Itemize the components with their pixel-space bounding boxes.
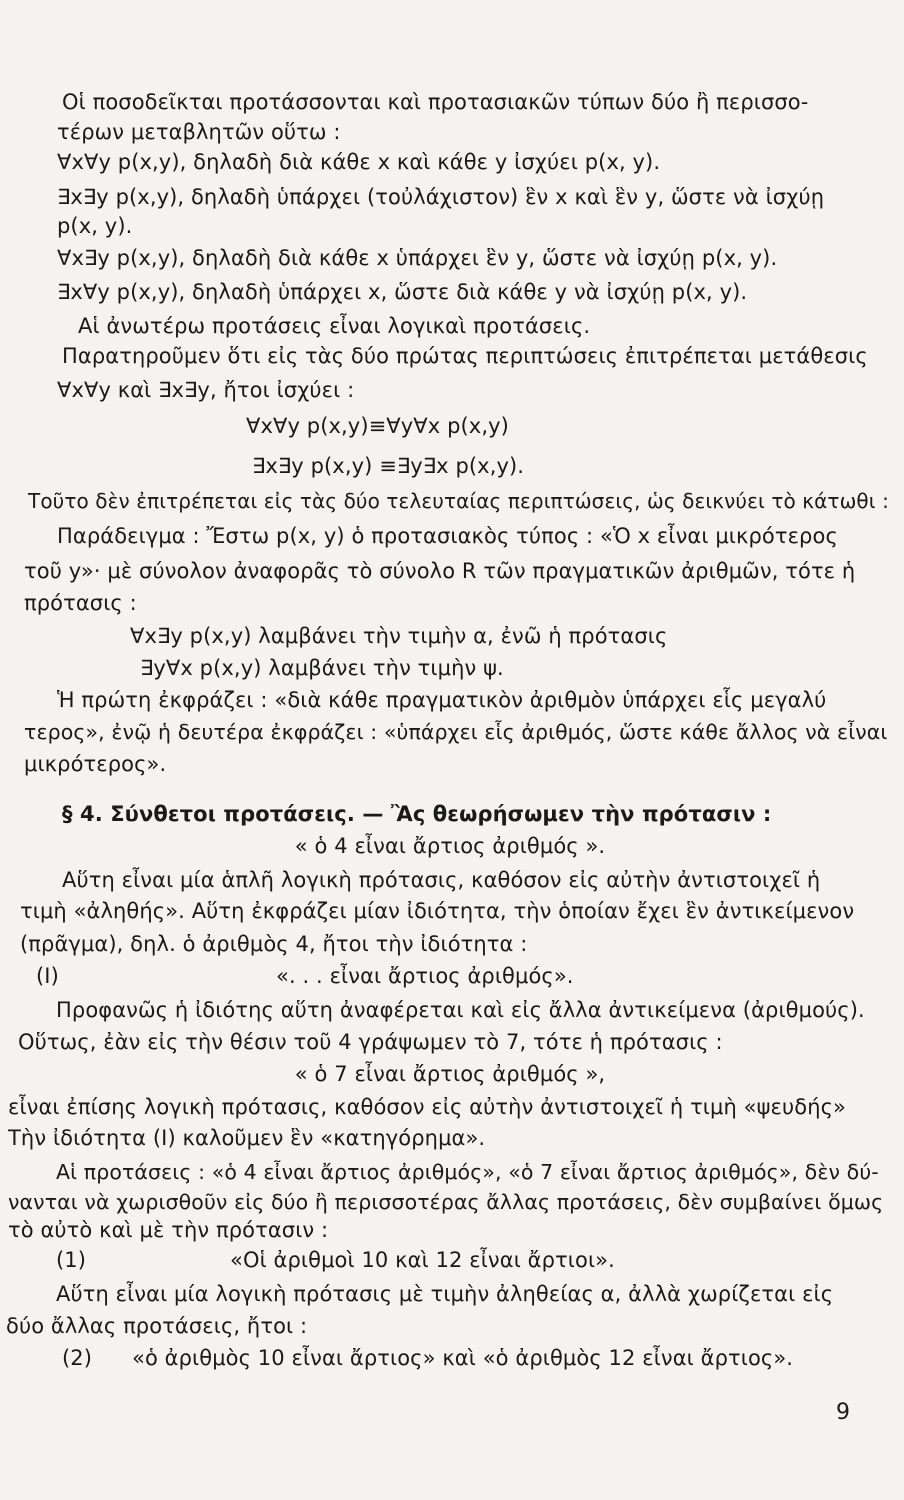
text-line: (πρᾶγμα), δηλ. ὁ ἀριθμὸς 4, ἤτοι τὴν ἰδιότητα :	[20, 932, 528, 956]
example-line: Παράδειγμα : Ἔστω p(x, y) ὁ προτασιακὸς τύπος : «Ὁ x εἶναι μικρότερος	[57, 524, 838, 548]
text-line: Αὕτη εἶναι μία ἁπλῆ λογικὴ πρότασις, καθόσον εἰς αὐτὴν ἀντιστοιχεῖ ἡ	[62, 868, 821, 892]
text-line: τερος», ἐνῷ ἡ δευτέρα ἐκφράζει : «ὑπάρχει εἷς ἀριθμός, ὥστε κάθε ἄλλος νὰ εἶναι	[24, 720, 888, 744]
equation: ∀x∀y p(x,y)≡∀y∀x p(x,y)	[246, 414, 509, 438]
text-line: Τοῦτο δὲν ἐπιτρέπεται εἰς τὰς δύο τελευταίας περιπτώσεις, ὡς δεικνύει τὸ κάτωθι :	[28, 489, 889, 513]
centered-quote: « ὁ 7 εἶναι ἄρτιος ἀριθμός »,	[294, 1062, 606, 1086]
text-line: τιμὴ «ἀληθής». Αὕτη ἐκφράζει μίαν ἰδιότητα, τὴν ὁποίαν ἔχει ἓν ἀντικείμενον	[20, 899, 855, 923]
text-line: Παρατηροῦμεν ὅτι εἰς τὰς δύο πρώτας περιπτώσεις ἐπιτρέπεται μετάθεσις	[62, 344, 868, 368]
text-line: Ἡ πρώτη ἐκφράζει : «διὰ κάθε πραγματικὸν ἀριθμὸν ὑπάρχει εἷς μεγαλύ	[57, 688, 827, 712]
text-line: Προφανῶς ἡ ἰδιότης αὕτη ἀναφέρεται καὶ εἰς ἄλλα ἀντικείμενα (ἀριθμούς).	[56, 998, 865, 1022]
text-line: μικρότερος».	[24, 752, 167, 776]
formula-line: ∃x∃y p(x,y), δηλαδὴ ὑπάρχει (τοὐλάχιστον) ἓν x καὶ ἓν y, ὥστε νὰ ἰσχύῃ	[57, 185, 825, 209]
text-line: δύο ἄλλας προτάσεις, ἤτοι :	[6, 1314, 308, 1338]
formula-line: ∃y∀x p(x,y) λαμβάνει τὴν τιμὴν ψ.	[140, 656, 504, 680]
equation: ∃x∃y p(x,y) ≡∃y∃x p(x,y).	[252, 454, 525, 478]
formula-line: ∃x∀y p(x,y), δηλαδὴ ὑπάρχει x, ὥστε διὰ κάθε y νὰ ἰσχύῃ p(x, y).	[57, 280, 748, 304]
text-line: τὸ αὐτὸ καὶ μὲ τὴν πρότασιν :	[8, 1218, 329, 1242]
label-2: (2)	[62, 1346, 93, 1370]
text-line: Αἱ προτάσεις : «ὁ 4 εἶναι ἄρτιος ἀριθμός», «ὁ 7 εἶναι ἄρτιος ἀριθμός», δὲν δύ-	[56, 1160, 879, 1184]
page-number: 9	[836, 1400, 850, 1425]
property-text: «. . . εἶναι ἄρτιος ἀριθμός».	[276, 964, 574, 988]
formula-line: p(x, y).	[57, 214, 133, 238]
text-line: Οἱ ποσοδεῖκται προτάσσονται καὶ προτασιακῶν τύπων δύο ἢ περισσο-	[62, 90, 809, 114]
text-line: τέρων μεταβλητῶν οὕτω :	[57, 120, 341, 144]
text-line: ∀x∀y καὶ ∃x∃y, ἤτοι ἰσχύει :	[57, 378, 355, 402]
text-line: νανται νὰ χωρισθοῦν εἰς δύο ἢ περισσοτέρας ἄλλας προτάσεις, δὲν συμβαίνει ὅμως	[8, 1190, 884, 1214]
text-line: Οὕτως, ἐὰν εἰς τὴν θέσιν τοῦ 4 γράψωμεν τὸ 7, τότε ἡ πρότασις :	[18, 1030, 723, 1054]
text-line: πρότασις :	[24, 591, 137, 615]
text-line: τοῦ y»· μὲ σύνολον ἀναφορᾶς τὸ σύνολο R τῶν πραγματικῶν ἀριθμῶν, τότε ἡ	[24, 559, 856, 583]
formula-line: ∀x∀y p(x,y), δηλαδὴ διὰ κάθε x καὶ κάθε y ἰσχύει p(x, y).	[57, 150, 661, 174]
label-1: (1)	[56, 1248, 87, 1272]
section-heading: § 4. Σύνθετοι προτάσεις. — Ἂς θεωρήσωμεν τὴν πρότασιν :	[62, 802, 772, 826]
text-line: Τὴν ἰδιότητα (I) καλοῦμεν ἓν «κατηγόρημα».	[8, 1126, 486, 1150]
statement-2: «ὁ ἀριθμὸς 10 εἶναι ἄρτιος» καὶ «ὁ ἀριθμὸς 12 εἶναι ἄρτιος».	[132, 1346, 794, 1370]
label-I: (I)	[36, 964, 59, 988]
statement-1: «Οἱ ἀριθμοὶ 10 καὶ 12 εἶναι ἄρτιοι».	[230, 1248, 615, 1272]
text-line: εἶναι ἐπίσης λογικὴ πρότασις, καθόσον εἰς αὐτὴν ἀντιστοιχεῖ ἡ τιμὴ «ψευδής»	[8, 1095, 846, 1119]
formula-line: ∀x∃y p(x,y), δηλαδὴ διὰ κάθε x ὑπάρχει ἓν y, ὥστε νὰ ἰσχύῃ p(x, y).	[57, 246, 778, 270]
centered-quote: « ὁ 4 εἶναι ἄρτιος ἀριθμός ».	[294, 834, 606, 858]
formula-line: ∀x∃y p(x,y) λαμβάνει τὴν τιμὴν α, ἐνῶ ἡ πρότασις	[130, 624, 668, 648]
text-line: Αὕτη εἶναι μία λογικὴ πρότασις μὲ τιμὴν ἀληθείας α, ἀλλὰ χωρίζεται εἰς	[56, 1282, 834, 1306]
text-line: Αἱ ἀνωτέρω προτάσεις εἶναι λογικαὶ προτάσεις.	[78, 314, 591, 338]
